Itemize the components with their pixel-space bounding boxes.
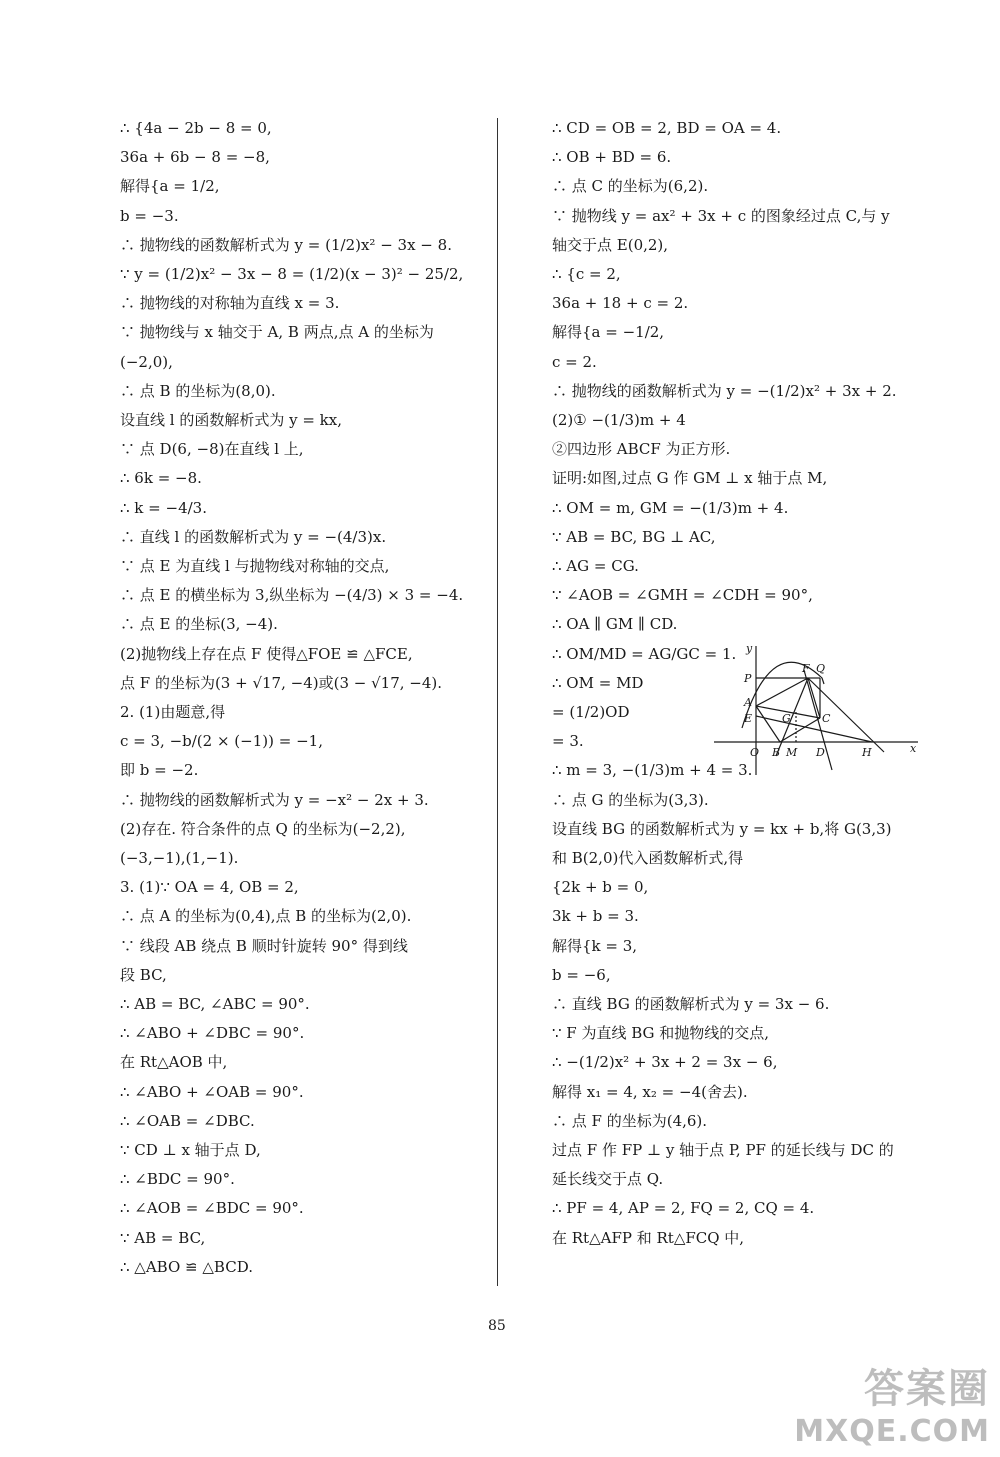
text-line: (2)存在. 符合条件的点 Q 的坐标为(−2,2),: [120, 819, 406, 838]
text-line: ∴ ∠BDC = 90°.: [120, 1170, 235, 1189]
text-line: {2k + b = 0,: [552, 878, 649, 897]
text-line: (2)① −(1/3)m + 4: [552, 411, 686, 429]
text-line: ∴ 点 A 的坐标为(0,4),点 B 的坐标为(2,0).: [120, 907, 412, 926]
text-line: ∵ y = (1/2)x² − 3x − 8 = (1/2)(x − 3)² − 25/2,: [120, 265, 464, 283]
text-line: ∴ AG = CG.: [552, 557, 639, 575]
text-line: 36a + 18 + c = 2.: [552, 294, 689, 313]
label-g: G: [782, 712, 791, 725]
text-line: ∴ 直线 l 的函数解析式为 y = −(4/3)x.: [120, 527, 387, 546]
text-line: ∵ 点 E 为直线 l 与抛物线对称轴的交点,: [120, 557, 390, 575]
text-line: 3k + b = 3.: [552, 907, 639, 926]
text-line: (−3,−1),(1,−1).: [120, 849, 239, 867]
text-line: 过点 F 作 FP ⊥ y 轴于点 P, PF 的延长线与 DC 的: [552, 1141, 894, 1159]
text-line: ∵ 抛物线与 x 轴交于 A, B 两点,点 A 的坐标为: [120, 323, 434, 342]
label-f: F: [802, 662, 810, 675]
text-line: ∴ PF = 4, AP = 2, FQ = 2, CQ = 4.: [552, 1199, 815, 1218]
text-line: ∴ OM = MD: [552, 673, 644, 692]
label-a: A: [744, 696, 752, 709]
label-o: O: [750, 746, 760, 759]
text-line: ∴ {c = 2,: [552, 265, 621, 283]
text-line: 即 b = −2.: [120, 761, 199, 780]
text-line: c = 2.: [552, 352, 597, 371]
text-line: ∴ △ABO ≌ △BCD.: [120, 1257, 253, 1276]
column-divider: [497, 118, 498, 1286]
text-line: ∴ OB + BD = 6.: [552, 148, 672, 167]
text-line: ∴ 点 C 的坐标为(6,2).: [552, 177, 709, 196]
label-y: y: [746, 642, 753, 655]
text-line: ∴ OA ∥ GM ∥ CD.: [552, 615, 678, 634]
text-line: ∴ 抛物线的函数解析式为 y = (1/2)x² − 3x − 8.: [120, 235, 452, 254]
label-e: E: [744, 712, 753, 725]
text-line: ∴ 6k = −8.: [120, 469, 202, 488]
text-line: ∵ F 为直线 BG 和抛物线的交点,: [552, 1024, 770, 1043]
geometry-figure: [712, 640, 922, 780]
text-line: ∵ AB = BC, BG ⊥ AC,: [552, 527, 716, 546]
line-bg: [776, 678, 808, 756]
text-line: ∴ ∠ABO + ∠DBC = 90°.: [120, 1024, 305, 1043]
text-line: 点 F 的坐标为(3 + √17, −4)或(3 − √17, −4).: [120, 673, 443, 692]
text-line: (−2,0),: [120, 352, 173, 371]
text-line: 3. (1)∵ OA = 4, OB = 2,: [120, 878, 299, 897]
text-line: ∴ 抛物线的对称轴为直线 x = 3.: [120, 294, 340, 313]
text-line: 在 Rt△AOB 中,: [120, 1053, 228, 1072]
text-line: ∴ m = 3, −(1/3)m + 4 = 3.: [552, 761, 753, 780]
text-line: ∴ 点 B 的坐标为(8,0).: [120, 381, 276, 400]
text-line: ∴ ∠OAB = ∠DBC.: [120, 1111, 255, 1130]
label-d: D: [816, 746, 825, 759]
label-p: P: [744, 672, 752, 685]
line-ec-h: [756, 716, 872, 742]
text-line: ∴ {4a − 2b − 8 = 0,: [120, 119, 272, 137]
text-line: ∴ ∠AOB = ∠BDC = 90°.: [120, 1199, 304, 1218]
text-line: ∴ 点 F 的坐标为(4,6).: [552, 1111, 708, 1130]
label-h: H: [862, 746, 872, 759]
text-line: ∴ AB = BC, ∠ABC = 90°.: [120, 995, 310, 1013]
text-line: 2. (1)由题意,得: [120, 703, 226, 721]
text-line: = 3.: [552, 732, 584, 751]
text-line: 轴交于点 E(0,2),: [552, 235, 669, 254]
text-line: 和 B(2,0)代入函数解析式,得: [552, 849, 744, 867]
text-line: ②四边形 ABCF 为正方形.: [552, 440, 731, 459]
label-c: C: [822, 712, 831, 725]
text-line: ∵ AB = BC,: [120, 1228, 206, 1247]
watermark-url: MXQE.COM: [794, 1414, 990, 1449]
text-line: ∴ 点 E 的坐标(3, −4).: [120, 615, 278, 634]
text-line: 解得{k = 3,: [552, 936, 638, 955]
text-line: 延长线交于点 Q.: [552, 1170, 664, 1189]
label-m: M: [786, 746, 798, 759]
text-line: c = 3, −b/(2 × (−1)) = −1,: [120, 732, 323, 751]
watermark-logo-text: 答案圈: [864, 1366, 990, 1412]
text-line: ∴ ∠ABO + ∠OAB = 90°.: [120, 1082, 304, 1101]
text-line: ∵ 线段 AB 绕点 B 顺时针旋转 90° 得到线: [120, 936, 408, 955]
segment-af: [756, 678, 808, 706]
text-line: 36a + 6b − 8 = −8,: [120, 148, 270, 167]
text-line: 设直线 l 的函数解析式为 y = kx,: [120, 411, 342, 429]
text-line: 解得 x₁ = 4, x₂ = −4(舍去).: [552, 1082, 748, 1101]
text-line: (2)抛物线上存在点 F 使得△FOE ≌ △FCE,: [120, 644, 413, 663]
text-line: ∴ −(1/2)x² + 3x + 2 = 3x − 6,: [552, 1053, 778, 1072]
text-line: 证明:如图,过点 G 作 GM ⊥ x 轴于点 M,: [552, 469, 828, 488]
text-line: ∴ 点 G 的坐标为(3,3).: [552, 790, 709, 809]
text-line: ∴ OM/MD = AG/GC = 1.: [552, 644, 737, 663]
text-line: b = −6,: [552, 965, 611, 984]
text-line: 解得{a = 1/2,: [120, 177, 220, 196]
text-line: ∴ k = −4/3.: [120, 498, 207, 517]
text-line: ∴ 点 E 的横坐标为 3,纵坐标为 −(4/3) × 3 = −4.: [120, 586, 464, 605]
text-line: ∴ OM = m, GM = −(1/3)m + 4.: [552, 498, 789, 517]
text-line: ∵ 抛物线 y = ax² + 3x + c 的图象经过点 C,与 y: [552, 206, 890, 225]
text-line: 在 Rt△AFP 和 Rt△FCQ 中,: [552, 1228, 745, 1247]
page-number: 85: [488, 1318, 506, 1334]
label-q: Q: [816, 662, 826, 675]
text-line: ∵ ∠AOB = ∠GMH = ∠CDH = 90°,: [552, 586, 813, 605]
text-line: ∵ 点 D(6, −8)在直线 l 上,: [120, 440, 304, 459]
text-line: ∴ CD = OB = 2, BD = OA = 4.: [552, 119, 782, 137]
text-line: b = −3.: [120, 206, 179, 225]
text-line: 解得{a = −1/2,: [552, 323, 665, 342]
text-line: = (1/2)OD: [552, 703, 630, 721]
segment-ab: [756, 706, 780, 742]
text-line: 设直线 BG 的函数解析式为 y = kx + b,将 G(3,3): [552, 819, 892, 838]
label-x: x: [910, 742, 917, 755]
text-line: ∵ CD ⊥ x 轴于点 D,: [120, 1141, 261, 1159]
watermark: [794, 1357, 990, 1449]
text-line: ∴ 抛物线的函数解析式为 y = −x² − 2x + 3.: [120, 790, 429, 809]
text-line: ∴ 直线 BG 的函数解析式为 y = 3x − 6.: [552, 995, 830, 1013]
text-line: ∴ 抛物线的函数解析式为 y = −(1/2)x² + 3x + 2.: [552, 381, 897, 400]
text-line: 段 BC,: [120, 965, 167, 984]
label-b: B: [772, 746, 781, 759]
